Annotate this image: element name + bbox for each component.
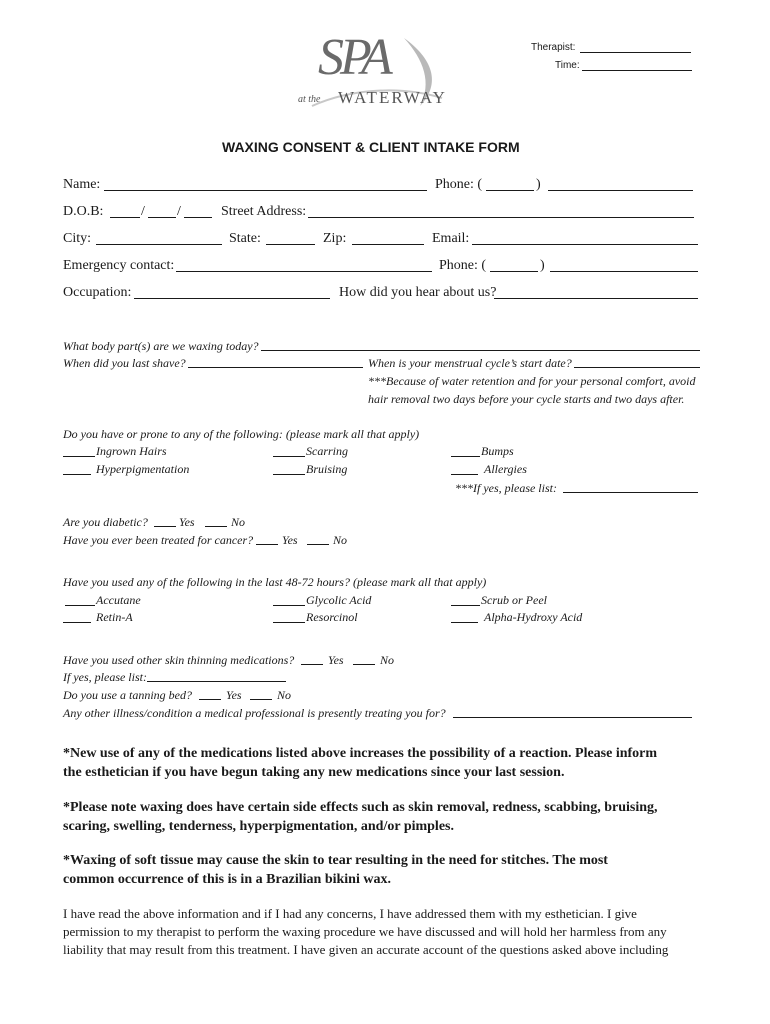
state-field[interactable] <box>266 244 315 245</box>
zip-field[interactable] <box>352 244 424 245</box>
scarring-label: Scarring <box>306 444 348 458</box>
logo-waterway-text: WATERWAY <box>338 88 447 107</box>
emergency-label: Emergency contact: <box>63 258 175 273</box>
zip-label: Zip: <box>323 231 347 246</box>
name-field[interactable] <box>104 190 427 191</box>
city-field[interactable] <box>96 244 222 245</box>
dob-slash-1: / <box>141 204 145 219</box>
dob-slash-2: / <box>177 204 181 219</box>
therapist-label: Therapist: <box>531 42 576 53</box>
state-label: State: <box>229 231 261 246</box>
bruising-label: Bruising <box>306 462 348 476</box>
cycle-note-1: ***Because of water retention and for your personal comfort, avoid <box>368 374 696 388</box>
notice-medications-2: the esthetician if you have begun taking any new medications since your last session. <box>63 765 565 780</box>
thinning-no-checkline[interactable] <box>353 664 375 665</box>
cycle-note-2: hair removal two days before your cycle starts and two days after. <box>368 392 685 406</box>
tanning-no-checkline[interactable] <box>250 699 272 700</box>
bruising-checkline[interactable] <box>273 474 305 475</box>
bumps-label: Bumps <box>481 444 514 458</box>
allergies-checkline[interactable] <box>451 474 478 475</box>
recent-question: Have you used any of the following in the last 48-72 hours? (please mark all that apply) <box>63 575 487 589</box>
dob-month-field[interactable] <box>110 217 140 218</box>
occupation-label: Occupation: <box>63 285 132 300</box>
scarring-checkline[interactable] <box>273 456 305 457</box>
cancer-label: Have you ever been treated for cancer? <box>63 533 254 547</box>
hear-field[interactable] <box>494 298 698 299</box>
notice-soft-tissue-1: *Waxing of soft tissue may cause the skin to tear resulting in the need for stitches. The most <box>63 853 608 868</box>
emergency-field[interactable] <box>176 271 432 272</box>
diabetic-no-checkline[interactable] <box>205 526 227 527</box>
name-label: Name: <box>63 177 101 192</box>
scrub-label: Scrub or Peel <box>481 593 547 607</box>
ifyes-label: If yes, please list: <box>63 670 147 684</box>
notice-side-effects-1: *Please note waxing does have certain side effects such as skin removal, redness, scabbing, bruising, <box>63 800 658 815</box>
last-shave-label: When did you last shave? <box>63 356 186 370</box>
hyperpig-label: Hyperpigmentation <box>96 462 190 476</box>
emergency-phone-label: Phone: ( <box>439 258 487 273</box>
ingrown-checkline[interactable] <box>63 456 95 457</box>
cycle-label: When is your menstrual cycle’s start date? <box>368 356 572 370</box>
cancer-no-checkline[interactable] <box>307 544 329 545</box>
body-parts-label: What body part(s) are we waxing today? <box>63 339 259 353</box>
cancer-no-label: No <box>333 533 348 547</box>
hear-label: How did you hear about us? <box>339 285 497 300</box>
last-shave-field[interactable] <box>188 367 363 368</box>
consent-line-3: liability that may result from this treatment. I have given an accurate account of the questions asked above including <box>63 942 669 957</box>
cancer-yes-checkline[interactable] <box>256 544 278 545</box>
therapist-line[interactable] <box>580 52 691 53</box>
tanning-label: Do you use a tanning bed? <box>63 688 192 702</box>
emergency-phone-field[interactable] <box>550 271 698 272</box>
tanning-yes-checkline[interactable] <box>199 699 221 700</box>
allergies-list-field[interactable] <box>563 492 698 493</box>
aha-label: Alpha-Hydroxy Acid <box>484 610 583 624</box>
body-parts-field[interactable] <box>261 350 700 351</box>
time-line[interactable] <box>582 70 692 71</box>
diabetic-yes-checkline[interactable] <box>154 526 176 527</box>
aha-checkline[interactable] <box>451 622 478 623</box>
dob-label: D.O.B: <box>63 204 104 219</box>
form-title: WAXING CONSENT & CLIENT INTAKE FORM <box>222 139 520 155</box>
tanning-no-label: No <box>277 688 292 702</box>
thinning-yes-checkline[interactable] <box>301 664 323 665</box>
glycolic-label: Glycolic Acid <box>306 593 372 607</box>
ingrown-label: Ingrown Hairs <box>96 444 167 458</box>
bumps-checkline[interactable] <box>451 456 480 457</box>
illness-label: Any other illness/condition a medical professional is presently treating you for? <box>63 706 446 720</box>
cycle-field[interactable] <box>574 367 700 368</box>
logo-spa-text: SPA <box>318 29 389 86</box>
allergies-list-label: ***If yes, please list: <box>455 481 557 495</box>
thinning-no-label: No <box>380 653 395 667</box>
spa-logo <box>292 28 462 114</box>
retin-checkline[interactable] <box>63 622 91 623</box>
allergies-label: Allergies <box>484 462 527 476</box>
notice-soft-tissue-2: common occurrence of this is in a Brazilian bikini wax. <box>63 872 391 887</box>
email-field[interactable] <box>472 244 698 245</box>
diabetic-no-label: No <box>231 515 246 529</box>
accutane-label: Accutane <box>96 593 141 607</box>
resorcinol-checkline[interactable] <box>273 622 305 623</box>
consent-line-1: I have read the above information and if I had any concerns, I have addressed them with my esthetician. I give <box>63 906 637 921</box>
accutane-checkline[interactable] <box>65 605 95 606</box>
phone-number-field[interactable] <box>548 190 693 191</box>
retin-label: Retin-A <box>96 610 133 624</box>
occupation-field[interactable] <box>134 298 330 299</box>
emergency-phone-area-field[interactable] <box>490 271 538 272</box>
dob-day-field[interactable] <box>148 217 176 218</box>
scrub-checkline[interactable] <box>451 605 480 606</box>
city-label: City: <box>63 231 92 246</box>
street-label: Street Address: <box>221 204 307 219</box>
notice-medications-1: *New use of any of the medications listed above increases the possibility of a reaction. Please inform <box>63 746 658 761</box>
glycolic-checkline[interactable] <box>273 605 305 606</box>
diabetic-label: Are you diabetic? <box>63 515 148 529</box>
cancer-yes-label: Yes <box>282 533 298 547</box>
phone-area-field[interactable] <box>486 190 534 191</box>
logo-at-the-text: at the <box>298 94 321 105</box>
phone-label: Phone: ( <box>435 177 483 192</box>
ifyes-field[interactable] <box>147 681 286 682</box>
hyperpig-checkline[interactable] <box>63 474 91 475</box>
conditions-question: Do you have or prone to any of the following: (please mark all that apply) <box>63 427 420 441</box>
diabetic-yes-label: Yes <box>179 515 195 529</box>
tanning-yes-label: Yes <box>226 688 242 702</box>
email-label: Email: <box>432 231 470 246</box>
dob-year-field[interactable] <box>184 217 212 218</box>
street-field[interactable] <box>308 217 694 218</box>
thinning-yes-label: Yes <box>328 653 344 667</box>
illness-field[interactable] <box>453 717 692 718</box>
emergency-phone-close: ) <box>540 258 545 273</box>
consent-line-2: permission to my therapist to perform the waxing procedure we have discussed and will hold her harmless from any <box>63 924 667 939</box>
thinning-label: Have you used other skin thinning medications? <box>63 653 295 667</box>
notice-side-effects-2: scaring, swelling, tenderness, hyperpigmentation, and/or pimples. <box>63 819 454 834</box>
time-label: Time: <box>555 60 580 71</box>
phone-close-paren: ) <box>536 177 541 192</box>
resorcinol-label: Resorcinol <box>306 610 358 624</box>
